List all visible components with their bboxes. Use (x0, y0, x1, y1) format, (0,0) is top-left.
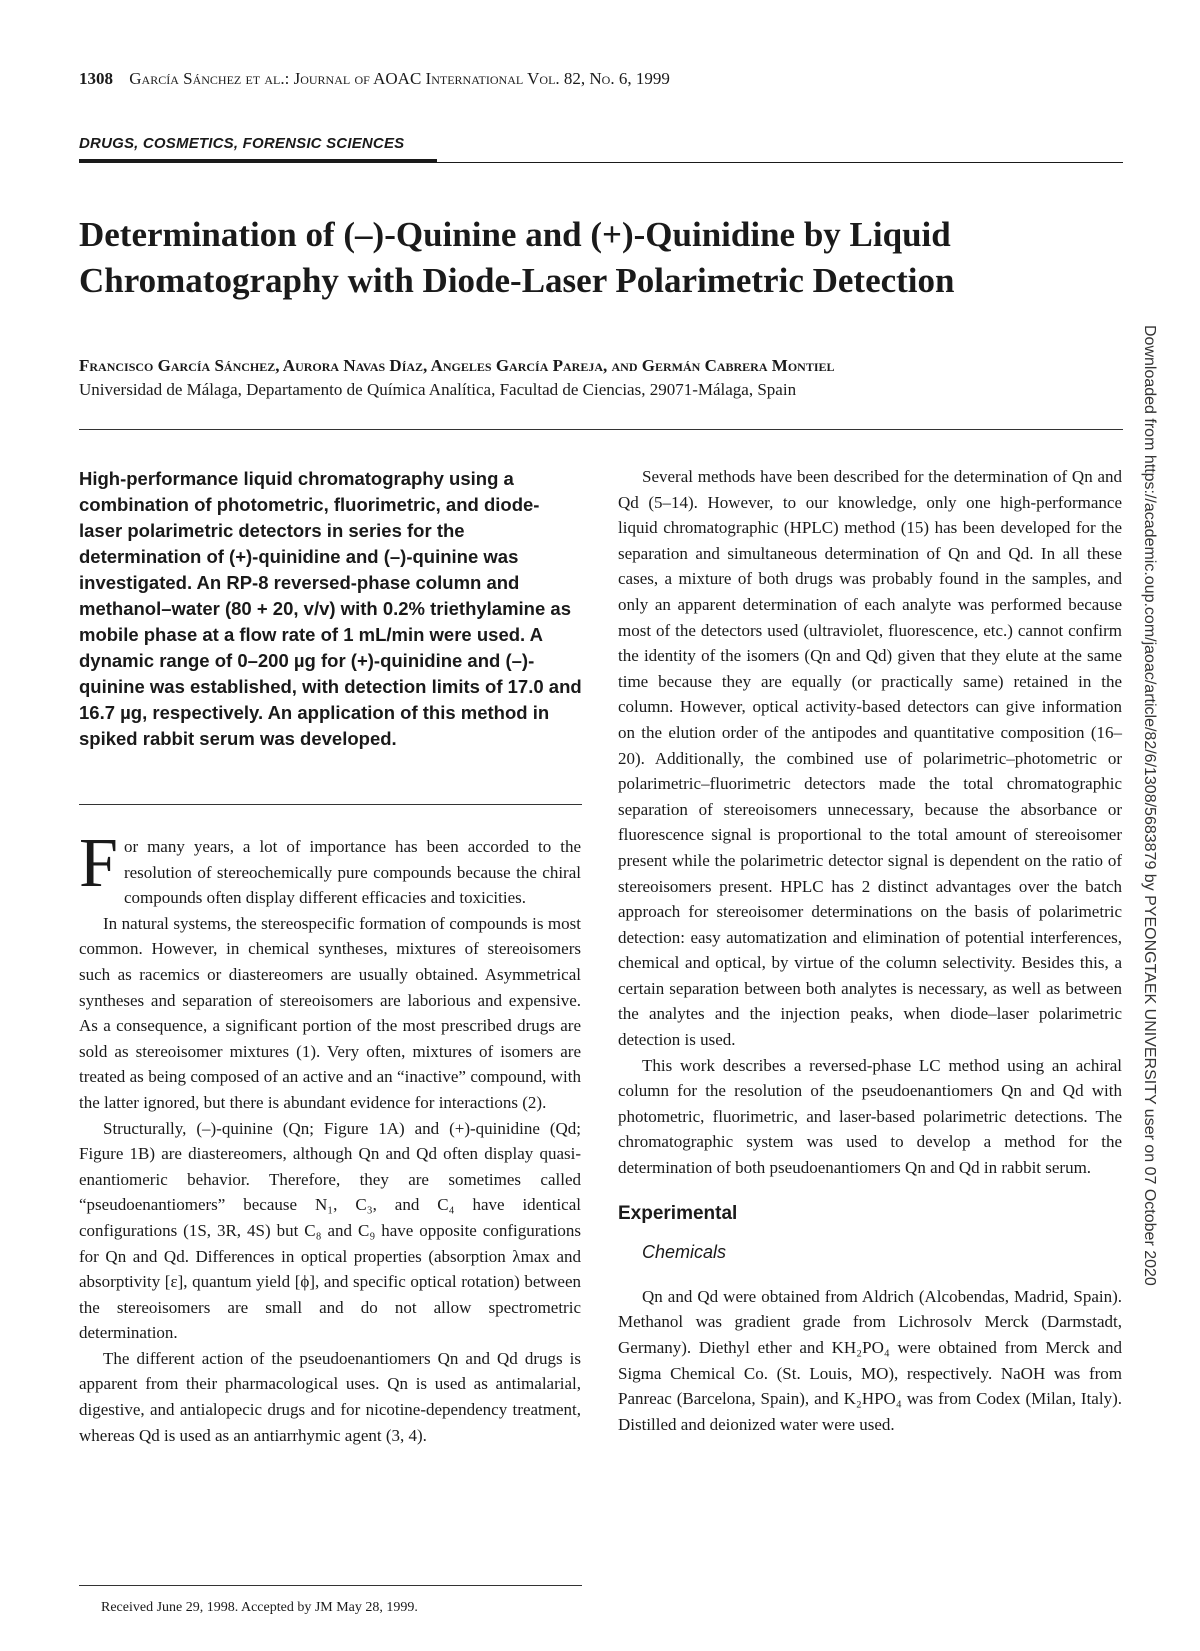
affiliation: Universidad de Málaga, Departamento de Química Analítica, Facultad de Ciencias, 29071-Málaga, Spain (79, 380, 797, 399)
drop-cap: F (79, 825, 118, 902)
section-rule (79, 162, 1123, 163)
abstract: High-performance liquid chromatography using a combination of photometric, fluorimetric, and diode-laser polarimetric detectors in series for the determination of (+)-quinidine and (–)-quinine was investigated. An RP-8 reversed-phase column and methanol–water (80 + 20, v/v) with 0.2% triethylamine as mobile phase at a flow rate of 1 mL/min were used. A dynamic range of 0–200 µg for (+)-quinidine and (–)-quinine was established, with detection limits of 17.0 and 16.7 µg, respectively. An application of this method in spiked rabbit serum was developed. (79, 468, 582, 749)
download-watermark-text: Downloaded from https://academic.oup.com/jaoac/article/82/6/1308/5683879 by PYEONGTAEK UNIVERSITY user on 07 October 2020 (1141, 325, 1158, 1286)
subsection-heading-chemicals: Chemicals (642, 1242, 727, 1263)
journal-citation: García Sánchez et al.: Journal of AOAC International Vol. 82, No. 6, 1999 (129, 69, 670, 88)
paragraph-intro (79, 825, 581, 911)
article-title: Determination of (–)-Quinine and (+)-Quinidine by Liquid Chromatography with Diode-Laser Polarimetric Detection (79, 215, 955, 300)
paragraph: Structurally, (–)-quinine (Qn; Figure 1A) and (+)-quinidine (Qd; Figure 1B) are diastereomers, although Qn and Qd often display quasi-enantiomeric behavior. Therefore, they are sometimes called “pseudoenantiomers” because N₁, C₃, and C₄ have identical configurations (1S, 3R, 4S) but C₈ and C₉ have opposite configurations for Qn and Qd. Differences in optical properties (absorption λmax and absorptivity [ε], quantum yield [ϕ], and specific optical rotation) between the stereoisomers are small and do not allow spectrometric determination. (79, 1118, 581, 1343)
intro-text: or many years, a lot of importance has been accorded to the resolution of stereochemically pure compounds because the chiral compounds often display different efficacies and toxicities. (123, 837, 581, 908)
left-column (79, 825, 581, 1448)
paragraph: In natural systems, the stereospecific formation of compounds is most common. However, in chemical syntheses, mixtures of stereoisomers such as racemics or diastereomers are usually obtained. Asymmetrical syntheses and separation of stereoisomers are laborious and expensive. As a consequence, a significant portion of the most prescribed drugs are sold as stereoisomer mixtures (1). Very often, mixtures of isomers are treated as being composed of an active and an “inactive” compound, with the latter ignored, but there is abundant evidence for interactions (2). (79, 913, 581, 1112)
running-head (79, 69, 670, 89)
paragraph: Qn and Qd were obtained from Aldrich (Alcobendas, Madrid, Spain). Methanol was gradient grade from Lichrosolv Merck (Darmstadt, Germany). Diethyl ether and KH₂PO₄ were obtained from Merck and Sigma Chemical Co. (St. Louis, MO), respectively. NaOH was from Panreac (Barcelona, Spain), and K₂HPO₄ was from Codex (Milan, Italy). Distilled and deionized water were used. (618, 1286, 1122, 1434)
section-heading-experimental: Experimental (618, 1202, 738, 1224)
abstract-rule (79, 804, 582, 805)
header-rule (79, 429, 1123, 430)
page-number: 1308 (79, 69, 113, 88)
paragraph: The different action of the pseudoenantiomers Qn and Qd drugs is apparent from their pharmacological uses. Qn is used as antimalarial, digestive, and antialopecic drugs and for nicotine-dependency treatment, whereas Qd is used as an antiarrhymic agent (3, 4). (79, 1348, 581, 1445)
footnote: Received June 29, 1998. Accepted by JM May 28, 1999. (101, 1600, 418, 1615)
paragraph: This work describes a reversed-phase LC method using an achiral column for the resolution of the pseudoenantiomers Qn and Qd with photometric, fluorimetric, and laser-based polarimetric detections. The chromatographic system was used to develop a method for the determination of both pseudoenantiomers Qn and Qd in rabbit serum. (618, 1055, 1122, 1178)
paragraph: Several methods have been described for the determination of Qn and Qd (5–14). However, to our knowledge, only one high-performance liquid chromatographic (HPLC) method (15) has been developed for the separation and simultaneous determination of Qn and Qd. In all these cases, a mixture of both drugs was probably found in the samples, and only an apparent determination of each analyte was performed because most of the detectors used (ultraviolet, fluorescence, etc.) cannot confirm the identity of the isomers (Qn and Qd) given that they elute at the same time because they are equally (or practically same) retained in the column. However, optical activity-based detectors can give information on the elution order of the antipodes and quantitative composition (16–20). Additionally, the combined use of polarimetric–photometric or polarimetric–fluorimetric detectors made the total chromatographic separation of stereoisomers unnecessary, because the absorbance or fluorescence signal is proportional to the total amount of stereoisomer present while the polarimetric detector signal is dependent on the ratio of stereoisomers present. HPLC has 2 distinct advantages over the batch approach for stereoisomer determinations on the basis of polarimetric detection: easy automatization and elimination of potential interferences, chemical and optical, by virtue of the column selectivity. Besides this, a certain separation between both analytes is necessary, as well as between the analytes and the injection peaks, when diode–laser polarimetric detection is used. (618, 467, 1122, 1050)
section-label: DRUGS, COSMETICS, FORENSIC SCIENCES (79, 135, 405, 152)
right-column (618, 464, 1122, 1437)
author-list: Francisco García Sánchez, Aurora Navas Díaz, Angeles García Pareja, and Germán Cabrera Montiel (79, 356, 835, 375)
footnote-rule (79, 1585, 582, 1586)
